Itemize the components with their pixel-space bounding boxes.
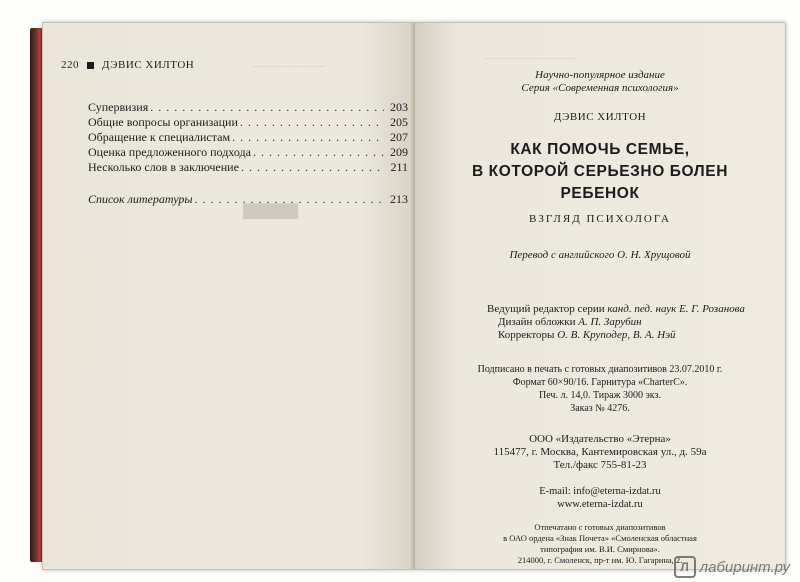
toc-label: Список литературы	[88, 192, 193, 206]
square-bullet-icon	[87, 62, 94, 69]
printer-info-line: 214000, г. Смоленск, пр-т им. Ю. Гагарина, 2.	[517, 555, 683, 565]
show-through-heading: ██████	[243, 203, 299, 218]
toc-row	[88, 145, 408, 160]
watermark-text: лабиринт.ру	[699, 558, 790, 576]
proofreader-credit: Корректоры О. В. Круподер, В. А. Нэй	[498, 329, 676, 341]
toc-label: Общие вопросы организации	[88, 115, 238, 129]
publisher-email: E-mail: info@eterna-izdat.ru	[539, 486, 661, 497]
toc-leader	[241, 160, 384, 175]
printer-info-line: в ОАО ордена «Знак Почета» «Смоленская областная	[503, 533, 697, 543]
toc-row	[88, 100, 408, 115]
running-head-author: ДЭВИС ХИЛТОН	[102, 59, 195, 71]
left-page	[43, 23, 415, 569]
book-author: ДЭВИС ХИЛТОН	[553, 111, 647, 123]
series-imprint-1: Научно-популярное издание	[535, 69, 665, 81]
toc-label: Оценка предложенного подхода	[88, 145, 251, 159]
print-info-line: Заказ № 4276.	[570, 403, 630, 414]
book-title-line: РЕБЕНОК	[560, 185, 640, 202]
site-watermark	[674, 556, 790, 578]
labirint-logo-icon: Л	[674, 556, 696, 578]
editorial-credits	[487, 303, 745, 342]
toc-row	[88, 115, 408, 130]
toc-page: 213	[390, 192, 408, 206]
right-page	[415, 23, 785, 569]
toc-row	[88, 192, 408, 207]
toc-leader	[195, 192, 384, 207]
cover-design-credit: Дизайн обложки А. П. Зарубин	[498, 316, 642, 328]
toc-label: Обращение к специалистам	[88, 130, 231, 144]
book-subtitle: ВЗГЛЯД ПСИХОЛОГА	[529, 213, 671, 225]
toc-page: 209	[390, 145, 408, 159]
toc-page: 205	[390, 115, 408, 129]
toc-row	[88, 130, 408, 145]
toc-page: 207	[390, 130, 408, 144]
open-book	[42, 22, 786, 570]
book-title-line: В КОТОРОЙ СЕРЬЕЗНО БОЛЕН	[471, 163, 729, 180]
print-info-line: Формат 60×90/16. Гарнитура «CharterC».	[512, 377, 688, 388]
series-imprint-2: Серия «Современная психология»	[521, 82, 679, 94]
show-through-text: ————————	[253, 61, 325, 71]
printer-info-line: Отпечатано с готовых диапозитивов	[534, 522, 666, 532]
toc-leader	[253, 145, 384, 160]
translator-credit: Перевод с английского О. Н. Хрущовой	[509, 249, 691, 261]
toc-leader	[240, 115, 384, 130]
page-number: 220	[61, 59, 79, 71]
editor-credit: Ведущий редактор серии канд. пед. наук Е. Г. Розанова	[487, 303, 745, 315]
toc-page: 203	[390, 100, 408, 114]
publisher-address: 115477, г. Москва, Кантемировская ул., д. 59а	[493, 446, 707, 458]
publisher-website: www.eterna-izdat.ru	[557, 499, 643, 510]
running-head	[61, 59, 194, 71]
toc-page: 211	[390, 160, 408, 174]
show-through-text: ——————————	[485, 53, 575, 63]
print-info-line: Печ. л. 14,0. Тираж 3000 экз.	[539, 390, 661, 401]
toc-label: Супервизия	[88, 100, 149, 114]
publisher-phone: Тел./факс 755-81-23	[553, 459, 647, 471]
book-title-line: КАК ПОМОЧЬ СЕМЬЕ,	[510, 141, 690, 158]
toc-label: Несколько слов в заключение	[88, 160, 239, 174]
publisher-name: ООО «Издательство «Этерна»	[529, 433, 671, 445]
toc-leader	[150, 100, 384, 115]
printer-info-line: типография им. В.И. Смирнова».	[540, 544, 660, 554]
print-info-line: Подписано в печать с готовых диапозитивов 23.07.2010 г.	[477, 364, 723, 375]
toc-leader	[232, 130, 384, 145]
table-of-contents	[88, 100, 408, 207]
toc-row	[88, 160, 408, 175]
